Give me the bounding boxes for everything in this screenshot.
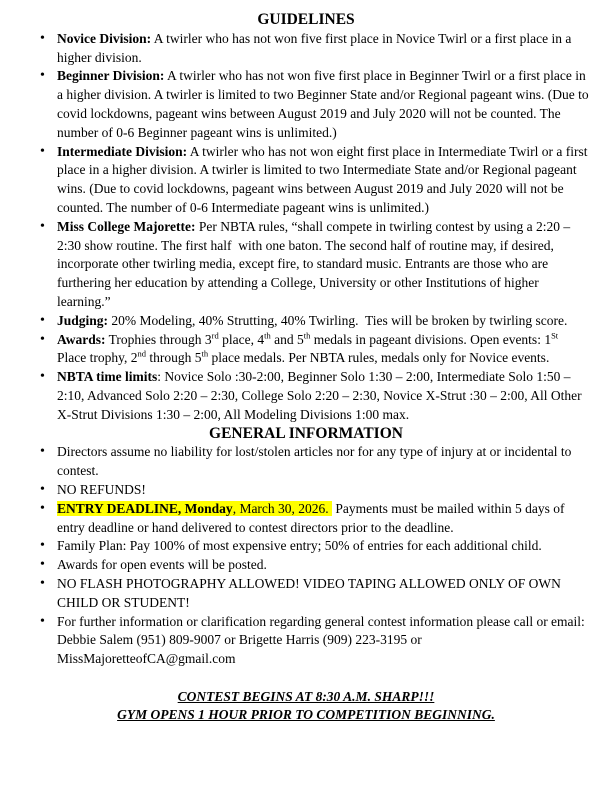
- gym-open-time-line: GYM OPENS 1 HOUR PRIOR TO COMPETITION BEGINNING.: [117, 707, 495, 723]
- bold-text-run: Awards:: [57, 331, 106, 347]
- text-run: NO REFUNDS!: [57, 481, 146, 497]
- highlighted-text-run: ENTRY DEADLINE, Monday: [57, 500, 233, 516]
- bullet-item: [57, 143, 589, 218]
- text-run: : Novice Solo :30-2:00, Beginner Solo 1:30 – 2:00, Intermediate Solo 1:50 – 2:10, Advanced Solo 2:20 – 2:30, College Solo 2:20 – 2:30, Novice X-Strut :30 – 2:00, All Other X-Strut Divisions 1:30 – 2:00, All Modeling Divisions 1:00 max.: [57, 369, 582, 422]
- guidelines-list: [0, 30, 612, 425]
- text-run: Family Plan: Pay 100% of most expensive entry; 50% of entries for each additional child.: [57, 538, 542, 554]
- superscript-run: St: [551, 330, 559, 341]
- bullet-item: [57, 481, 589, 500]
- text-run: place, 4: [218, 331, 265, 347]
- bullet-item: [57, 331, 589, 369]
- text-run: through 5: [145, 350, 202, 366]
- bullet-item: [57, 368, 589, 424]
- bullet-item: [57, 443, 589, 481]
- text-run: 20% Modeling, 40% Strutting, 40% Twirling. Ties will be broken by twirling score.: [108, 312, 568, 328]
- text-run: place medals. Per NBTA rules, medals only for Novice events.: [208, 350, 550, 366]
- bullet-item: [57, 30, 589, 68]
- text-run: A twirler who has not won five first place in Beginner Twirl or a first place in a higher division. A twirler is limited to two Beginner State and/or Regional pageant wins. (Due to covid lockdowns, pageant wins between August 2019 and July 2020 will not be counted. The number of 0-6 Beginner pageant wins is unlimited.): [57, 68, 589, 140]
- bold-text-run: Beginner Division:: [57, 68, 165, 84]
- bold-text-run: Novice Division:: [57, 30, 152, 46]
- superscript-run: nd: [137, 348, 146, 359]
- general-information-list: [0, 443, 612, 669]
- text-run: For further information or clarification regarding general contest information please call or email: Debbie Salem (951) 809-9007 or Brigette Harris (909) 223-3195 or MissMajoretteofCA@gmail.com: [57, 613, 585, 667]
- superscript-run: rd: [211, 330, 219, 341]
- bullet-item: [57, 613, 589, 669]
- text-run: Awards for open events will be posted.: [57, 557, 267, 573]
- superscript-run: th: [264, 330, 271, 341]
- text-run: NO FLASH PHOTOGRAPHY ALLOWED! VIDEO TAPING ALLOWED ONLY OF OWN CHILD OR STUDENT!: [57, 575, 561, 610]
- bullet-item: [57, 575, 589, 613]
- bullet-item: [57, 312, 589, 331]
- bullet-item: [57, 218, 589, 312]
- text-run: Per NBTA rules, “shall compete in twirling contest by using a 2:20 – 2:30 show routine. The first half with one baton. The second half of routine may, if desired, incorporate other twirling media, except fire, to standard music. Entrants are those who are furthering her education by attending a College, University or other Institutions of higher learning.”: [57, 218, 571, 309]
- text-run: Trophies through 3: [105, 331, 212, 347]
- superscript-run: th: [201, 348, 209, 359]
- text-run: Directors assume no liability for lost/stolen articles nor for any type of injury at or incidental to contest.: [57, 444, 572, 479]
- text-run: Place trophy, 2: [57, 350, 138, 366]
- bold-text-run: NBTA time limits: [57, 369, 158, 385]
- guidelines-heading: GUIDELINES: [257, 11, 355, 28]
- bold-text-run: Miss College Majorette:: [57, 218, 196, 234]
- general-information-heading: GENERAL INFORMATION: [209, 424, 403, 442]
- footer-notice: [0, 688, 612, 726]
- text-run: A twirler who has not won five first place in Novice Twirl or a first place in a higher division.: [57, 30, 572, 65]
- highlighted-text-run: , March 30, 2026.: [232, 500, 333, 516]
- text-run: medals in pageant divisions. Open events: 1: [310, 331, 552, 347]
- text-run: Payments must be mailed within 5 days of entry deadline or hand delivered to contest directors prior to the deadline.: [57, 500, 565, 535]
- superscript-run: th: [303, 330, 311, 341]
- bullet-item: [57, 537, 589, 556]
- bold-text-run: Intermediate Division:: [57, 143, 188, 159]
- bullet-item: [57, 500, 589, 538]
- text-run: A twirler who has not won eight first place in Intermediate Twirl or a first place in a higher division. A twirler is limited to two Intermediate State and/or Regional pageant wins. (Due to covid lockdowns, pageant wins between August 2019 and July 2020 will not be counted. The number of 0-6 Intermediate pageant wins is unlimited.): [57, 143, 588, 215]
- text-run: and 5: [270, 331, 304, 347]
- bullet-item: [57, 67, 589, 142]
- contest-start-time-line: CONTEST BEGINS AT 8:30 A.M. SHARP!!!: [177, 688, 435, 704]
- bold-text-run: Judging:: [57, 312, 109, 328]
- bullet-item: [57, 556, 589, 575]
